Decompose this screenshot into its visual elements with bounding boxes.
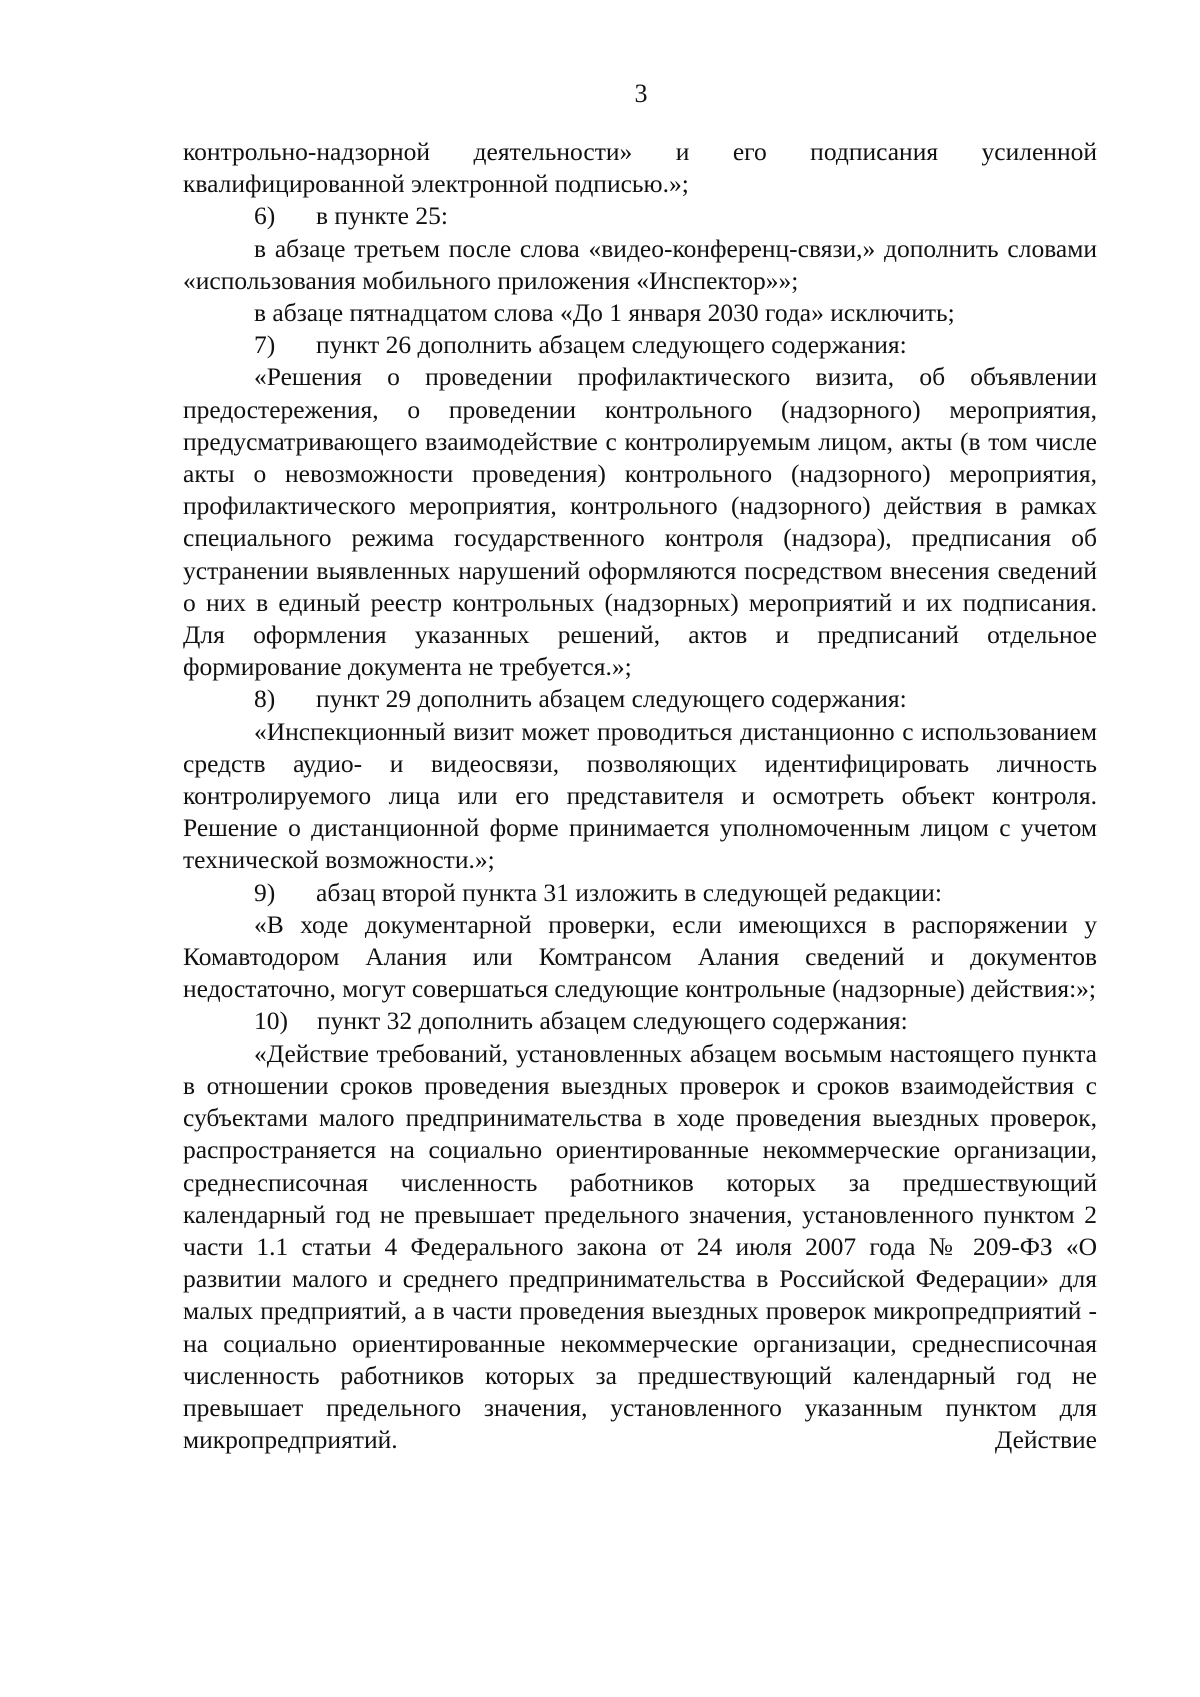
paragraph-quote: «Инспекционный визит может проводиться дистанционно с использованием средств аудио- и видеосвязи, позволяющих идентифицировать личность контролируемого лица или его представителя и осмотреть объект контроля. Решение о дистанционной форме принимается уполномоченным лицом с учетом технической возможности.»; [183,716,1097,875]
list-item-9 [183,877,1097,909]
list-item-number: 8) [254,684,276,714]
list-item-text: пункт 32 дополнить абзацем следующего содержания: [317,1006,908,1036]
list-item-number: 7) [254,330,276,360]
list-item-10 [183,1005,1097,1037]
list-item-text: пункт 29 дополнить абзацем следующего содержания: [316,684,907,714]
paragraph-amendment: в абзаце пятнадцатом слова «До 1 января 2030 года» исключить; [254,298,955,328]
paragraph-amendment: в абзаце третьем после слова «видео-конференц-связи,» дополнить словами «использования мобильного приложения «Инспектор»»; [183,233,1097,295]
list-item-number: 6) [254,201,276,231]
paragraph-quote: «Действие требований, установленных абзацем восьмым настоящего пункта в отношении сроков проведения выездных проверок и сроков взаимодействия с субъектами малого предпринимательства в ходе проведения выездных проверок, распространяется на социально ориентированные некоммерческие организации, среднесписочная численность работников которых за предшествующий календарный год не превышает предельного значения, установленного пунктом 2 части 1.1 статьи 4 Федерального закона от 24 июля 2007 года № 209-ФЗ «О развитии малого и среднего предпринимательства в Российской Федерации» для малых предприятий, а в части проведения выездных проверок микропредприятий - на социально ориентированные некоммерческие организации, среднесписочная численность работников которых за предшествующий календарный год не превышает предельного значения, установленного указанным пунктом для микропредприятий. Действие [183,1038,1097,1455]
list-item-text: пункт 26 дополнить абзацем следующего содержания: [316,330,907,360]
list-item-number: 10) [254,1006,288,1036]
page-number: 3 [634,79,648,108]
list-item-8 [183,683,1097,715]
paragraph-quote: «В ходе документарной проверки, если имеющихся в распоряжении у Комавтодором Алания или Комтрансом Алания сведений и документов недостаточно, могут совершаться следующие контрольные (надзорные) действия:»; [183,909,1097,1004]
paragraph-continuation: контрольно-надзорной деятельности» и его подписания усиленной квалифицированной электронной подписью.»; [183,137,1097,199]
list-item-text: в пункте 25: [316,201,448,231]
list-item-6 [183,200,1097,232]
paragraph-quote: «Решения о проведении профилактического визита, об объявлении предостережения, о проведении контрольного (надзорного) мероприятия, предусматривающего взаимодействие с контролируемым лицом, акты (в том числе акты о невозможности проведения) контрольного (надзорного) мероприятия, профилактического мероприятия, контрольного (надзорного) действия в рамках специального режима государственного контроля (надзора), предписания об устранении выявленных нарушений оформляются посредством внесения сведений о них в единый реестр контрольных (надзорных) мероприятий и их подписания. Для оформления указанных решений, актов и предписаний отдельное формирование документа не требуется.»; [183,362,1097,682]
list-item-7 [183,329,1097,361]
list-item-text: абзац второй пункта 31 изложить в следующей редакции: [316,877,942,907]
list-item-number: 9) [254,877,276,907]
document-body [183,136,1097,1456]
